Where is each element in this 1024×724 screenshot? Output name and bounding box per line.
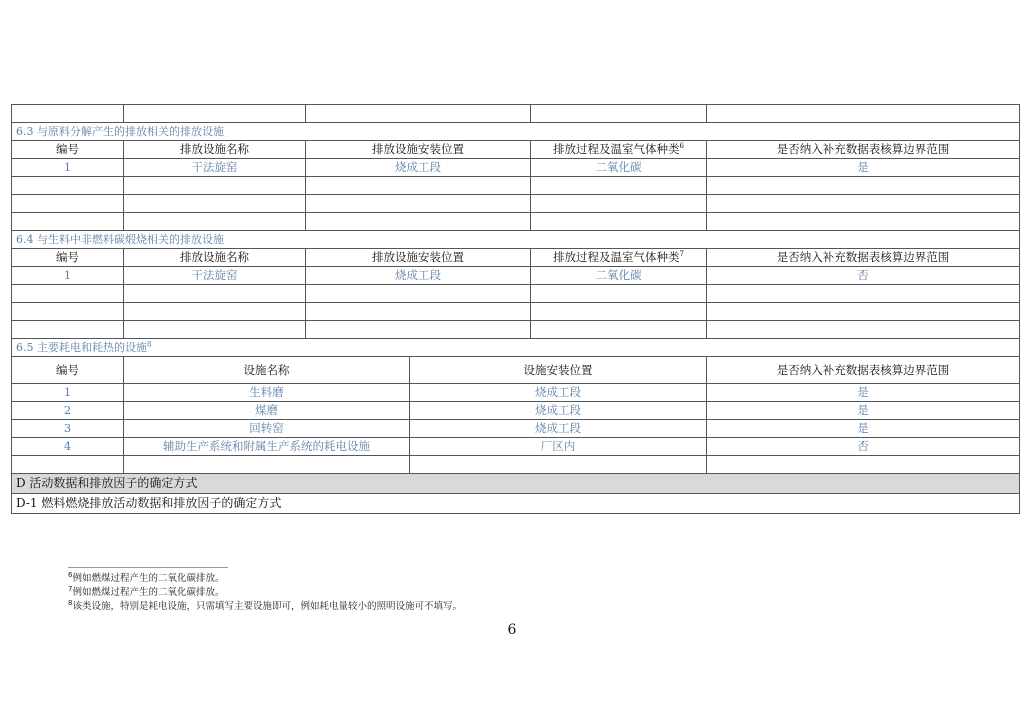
footnote-text: 例如燃煤过程产生的二氧化碳排放。 [72,587,225,598]
section-d-title: D 活动数据和排放因子的确定方式 [12,474,1020,494]
table-row [12,420,1020,438]
table-row [12,105,1020,123]
cell-in-boundary: 否 [707,438,1020,456]
col-header-facility-name: 排放设施名称 [124,141,306,159]
table-cell [306,105,531,123]
cell-emission-process: 二氧化碳 [531,159,707,177]
cell-in-boundary: 是 [707,420,1020,438]
table-header-row [12,141,1020,159]
footnote-number: 8 [68,598,73,607]
cell-in-boundary: 否 [707,267,1020,285]
cell-in-boundary: 是 [707,384,1020,402]
cell-id: 1 [12,159,124,177]
cell-facility-name: 煤磨 [124,402,410,420]
cell-id: 4 [12,438,124,456]
table-row [12,402,1020,420]
col-header-in-boundary: 是否纳入补充数据表核算边界范围 [707,357,1020,384]
cell-facility-name: 辅助生产系统和附属生产系统的耗电设施 [124,438,410,456]
cell-install-location: 烧成工段 [410,384,707,402]
table-row [12,303,1020,321]
footnote-number: 6 [68,570,73,579]
table-cell [531,105,707,123]
section-title-row [12,339,1020,357]
cell-facility-name: 生料磨 [124,384,410,402]
col-header-install-location: 排放设施安装位置 [306,249,531,267]
col-header-in-boundary: 是否纳入补充数据表核算边界范围 [707,141,1020,159]
table-row [12,195,1020,213]
header-text: 排放过程及温室气体种类 [553,142,680,156]
cell-in-boundary: 是 [707,159,1020,177]
footnote [68,572,568,586]
section-6-4-title: 6.4 与生料中非燃料碳煅烧相关的排放设施 [12,231,1020,249]
footnote [68,586,568,600]
table-row [12,321,1020,339]
footnote [68,600,568,614]
footnote-ref: 7 [679,250,684,259]
col-header-id: 编号 [12,141,124,159]
cell-install-location: 烧成工段 [306,267,531,285]
table-row [12,213,1020,231]
table-header-row [12,357,1020,384]
cell-facility-name: 干法旋窑 [124,159,306,177]
cell-id: 1 [12,384,124,402]
section-title-row [12,231,1020,249]
cell-facility-name: 干法旋窑 [124,267,306,285]
table-row [12,384,1020,402]
col-header-id: 编号 [12,357,124,384]
table-row [12,159,1020,177]
cell-id: 1 [12,267,124,285]
footnote-divider [68,567,228,568]
cell-in-boundary: 是 [707,402,1020,420]
footnote-number: 7 [68,584,73,593]
col-header-install-location: 排放设施安装位置 [306,141,531,159]
section-d-row [12,474,1020,494]
table-cell [124,105,306,123]
section-d1-title: D-1 燃料燃烧排放活动数据和排放因子的确定方式 [12,494,1020,514]
table-row [12,285,1020,303]
cell-id: 3 [12,420,124,438]
col-header-install-location: 设施安装位置 [410,357,707,384]
section-d1-row [12,494,1020,514]
table-header-row [12,249,1020,267]
table-cell [12,105,124,123]
footnote-ref: 8 [147,340,152,349]
footnote-text: 该类设施，特别是耗电设施，只需填写主要设施即可，例如耗电量较小的照明设施可不填写。 [72,601,462,612]
cell-facility-name: 回转窑 [124,420,410,438]
section-title-row [12,123,1020,141]
cell-install-location: 烧成工段 [306,159,531,177]
cell-id: 2 [12,402,124,420]
footnotes [68,567,568,614]
report-table [11,104,1020,514]
col-header-facility-name: 设施名称 [124,357,410,384]
cell-emission-process: 二氧化碳 [531,267,707,285]
section-title-text: 6.5 主要耗电和耗热的设施 [16,341,147,354]
table-cell [707,105,1020,123]
cell-install-location: 厂区内 [410,438,707,456]
section-6-5-title [12,339,1020,357]
section-6-3-title: 6.3 与原料分解产生的排放相关的排放设施 [12,123,1020,141]
cell-install-location: 烧成工段 [410,402,707,420]
col-header-id: 编号 [12,249,124,267]
page-number: 6 [507,622,517,638]
table-row [12,438,1020,456]
footnote-text: 例如燃煤过程产生的二氧化碳排放。 [72,573,225,584]
col-header-facility-name: 排放设施名称 [124,249,306,267]
col-header-in-boundary: 是否纳入补充数据表核算边界范围 [707,249,1020,267]
footnote-ref: 6 [679,142,684,151]
cell-install-location: 烧成工段 [410,420,707,438]
table-row [12,177,1020,195]
col-header-emission-process [531,249,707,267]
col-header-emission-process [531,141,707,159]
table-row [12,456,1020,474]
table-row [12,267,1020,285]
header-text: 排放过程及温室气体种类 [553,250,680,264]
